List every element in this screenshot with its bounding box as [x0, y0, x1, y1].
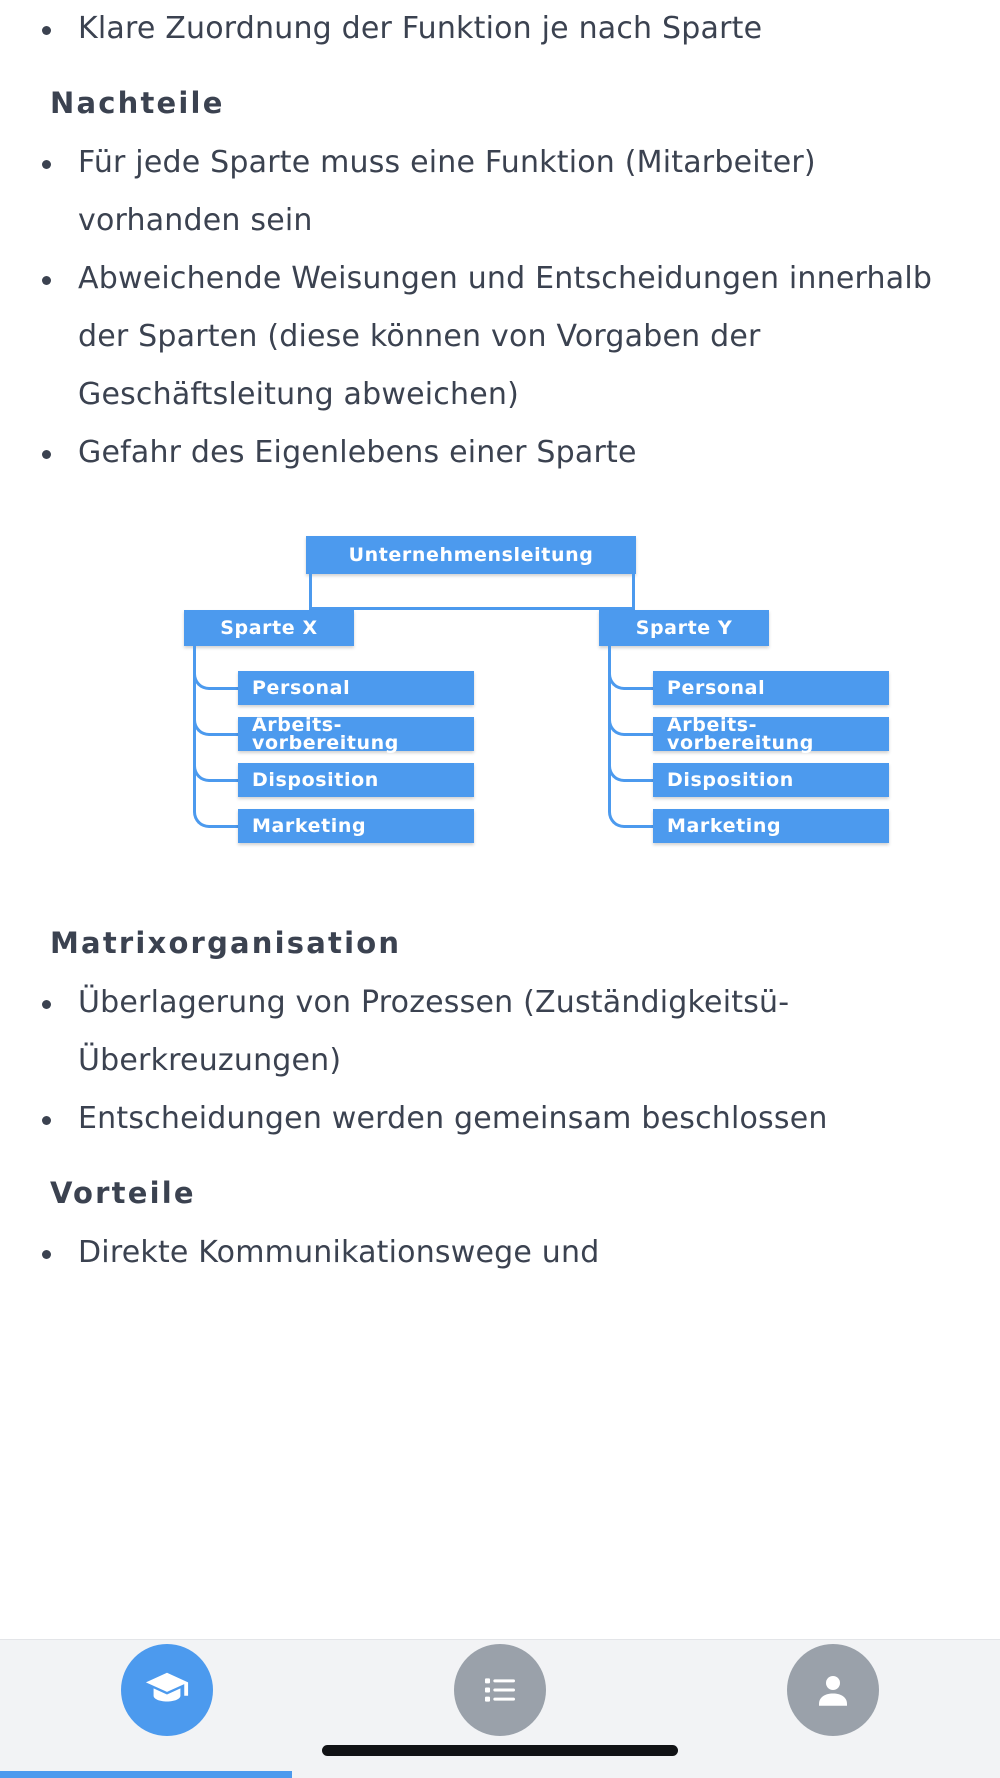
progress-indicator: [0, 1771, 292, 1778]
node-y-personal: [653, 671, 889, 705]
node-y-disposition: [653, 763, 889, 797]
node-label: Personal: [252, 677, 351, 699]
node-label: Marketing: [252, 815, 367, 837]
org-chart-figure: [26, 528, 974, 868]
link-y-4: [608, 646, 654, 828]
node-unternehmensleitung: [306, 536, 636, 574]
node-label: Marketing: [667, 815, 782, 837]
node-label: Disposition: [252, 769, 379, 791]
org-chart: [26, 528, 1000, 868]
node-label: Disposition: [667, 769, 794, 791]
node-label-line2: vorbereitung: [252, 732, 400, 754]
link-x-4: [193, 646, 239, 828]
node-x-disposition: [238, 763, 474, 797]
graduation-cap-icon[interactable]: [121, 1644, 213, 1736]
node-label-line1: Arbeits-: [667, 714, 758, 736]
node-x-marketing: [238, 809, 474, 843]
nav-item-list[interactable]: [333, 1644, 666, 1736]
bottom-navigation-bar: [0, 1639, 1000, 1778]
node-label: Personal: [667, 677, 766, 699]
nav-item-learn[interactable]: [0, 1644, 333, 1736]
list-item: Gefahr des Eigenlebens einer Sparte: [26, 424, 974, 482]
nav-item-profile[interactable]: [667, 1644, 1000, 1736]
node-label: Unternehmensleitung: [348, 544, 594, 566]
nav-items: [0, 1640, 1000, 1740]
node-label: Sparte X: [220, 617, 318, 639]
root-vertical-connector-right: [632, 574, 635, 610]
node-label-line1: Arbeits-: [252, 714, 343, 736]
list-icon[interactable]: [454, 1644, 546, 1736]
person-icon[interactable]: [787, 1644, 879, 1736]
node-y-arbeitsvorbereitung: [653, 714, 889, 754]
vorteile-list: [26, 1224, 974, 1282]
matrix-list: [26, 974, 974, 1148]
heading-vorteile: Vorteile: [50, 1176, 196, 1210]
node-label-wrap: [667, 716, 814, 752]
node-sparte-x: [184, 610, 354, 646]
node-x-personal: [238, 671, 474, 705]
nachteile-list: [26, 134, 974, 482]
node-label-line2: vorbereitung: [667, 732, 815, 754]
root-horizontal-connector: [309, 607, 635, 610]
list-item: Klare Zuordnung der Funktion je nach Sparte: [26, 0, 974, 58]
node-label: Sparte Y: [635, 617, 733, 639]
top-bullet-list: [26, 0, 974, 58]
list-item: Entscheidungen werden gemeinsam beschlossen: [26, 1090, 974, 1148]
home-indicator: [322, 1745, 678, 1756]
list-item: Für jede Sparte muss eine Funktion (Mitarbeiter) vorhanden sein: [26, 134, 974, 250]
node-sparte-y: [599, 610, 769, 646]
list-item: Direkte Kommunikationswege und: [26, 1224, 974, 1282]
node-x-arbeitsvorbereitung: [238, 714, 474, 754]
node-label-wrap: [252, 716, 399, 752]
root-vertical-connector: [309, 574, 312, 610]
list-item: Überlagerung von Prozessen (Zuständigkeitsü-Überkreuzungen): [26, 974, 974, 1090]
heading-nachteile: Nachteile: [50, 86, 225, 120]
list-item: Abweichende Weisungen und Entscheidungen innerhalb der Sparten (diese können von Vorgaben der Geschäftsleitung abweichen): [26, 250, 974, 424]
heading-matrixorganisation: Matrixorganisation: [50, 926, 402, 960]
node-y-marketing: [653, 809, 889, 843]
